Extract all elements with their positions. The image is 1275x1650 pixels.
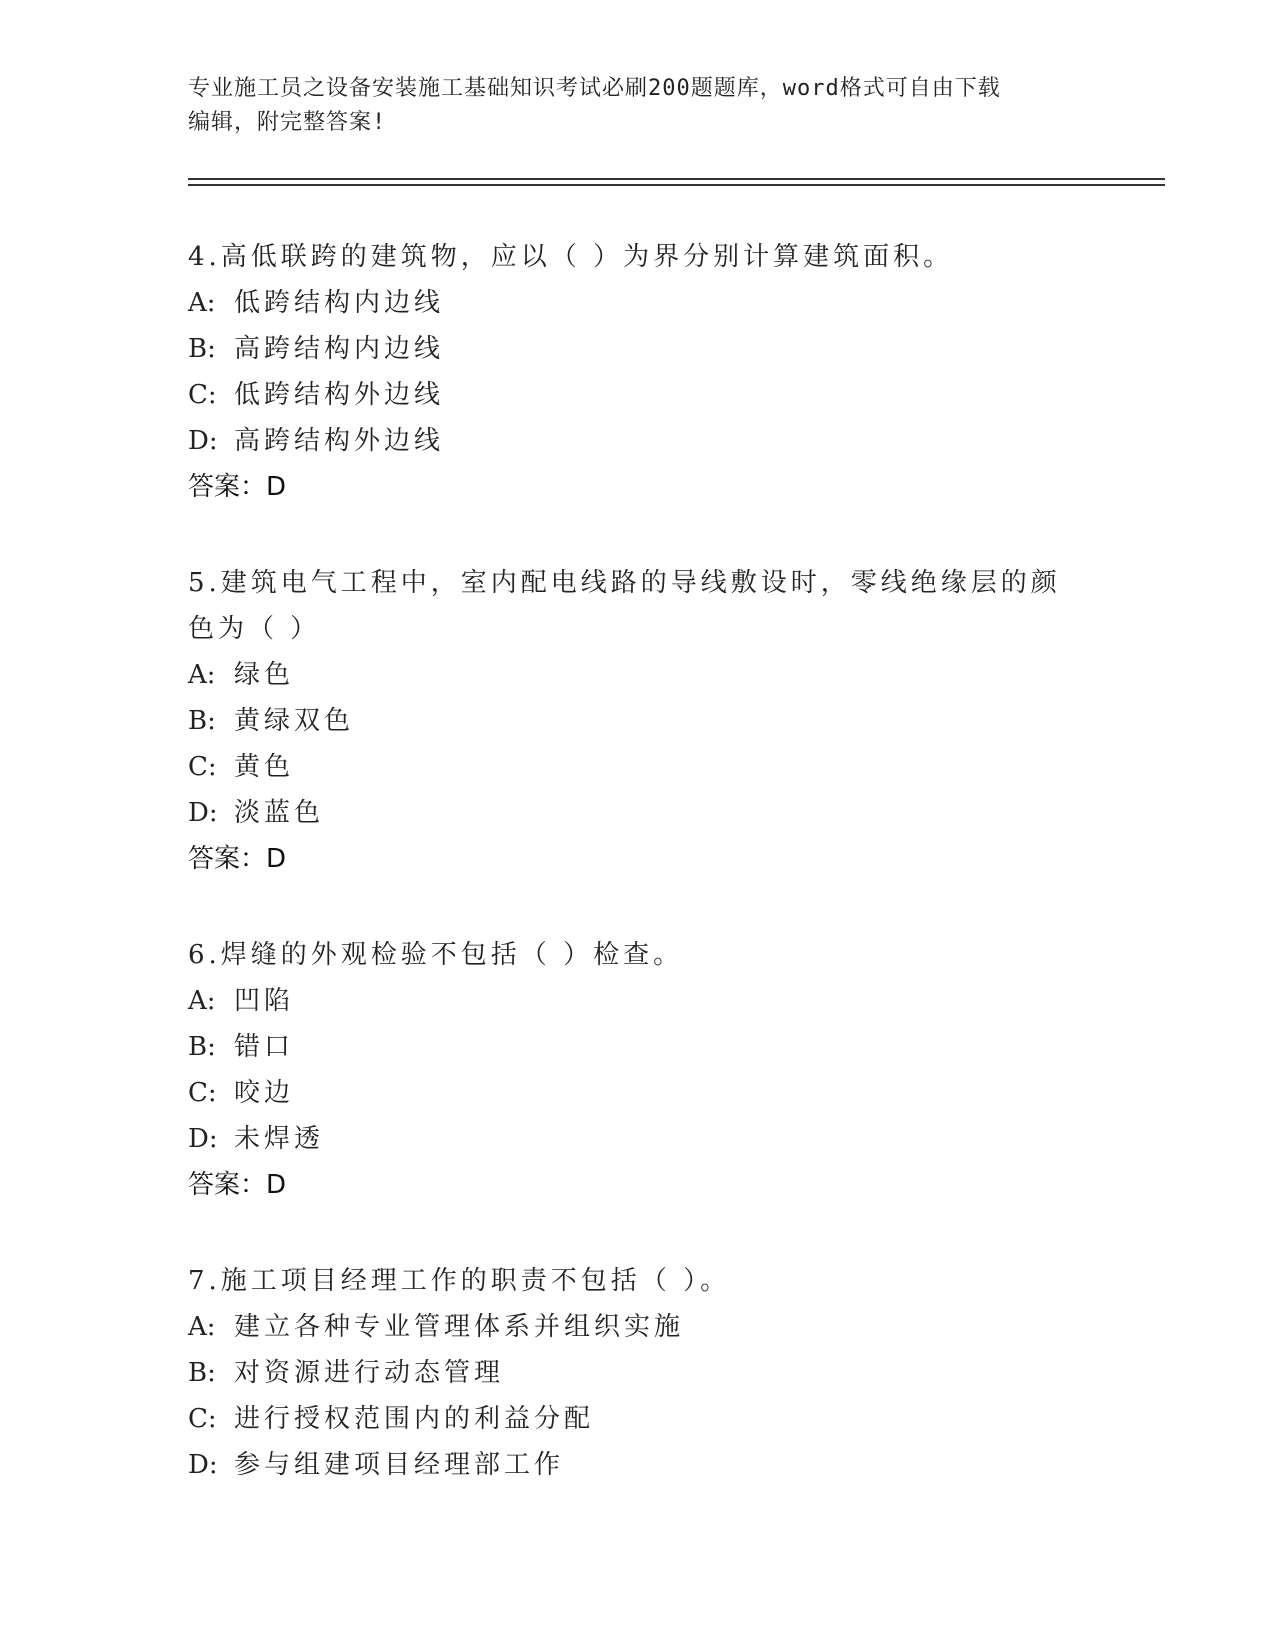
option-text: 参与组建项目经理部工作 (234, 1450, 565, 1480)
option-a (188, 280, 1088, 326)
option-c (188, 744, 1088, 790)
answer-line: 答案：D (188, 844, 287, 874)
option-letter: A: (188, 1312, 216, 1342)
option-text: 未焊透 (234, 1124, 325, 1154)
answer-line: 答案：D (188, 1170, 287, 1200)
option-d (188, 790, 1088, 836)
option-d (188, 1116, 1088, 1162)
option-letter: D: (188, 798, 218, 828)
option-text: 咬边 (234, 1078, 295, 1108)
question-item (188, 560, 1088, 882)
option-letter: B: (188, 1032, 216, 1062)
question-list (188, 234, 1088, 1538)
option-c (188, 1070, 1088, 1116)
option-text: 高跨结构外边线 (234, 426, 445, 456)
option-text: 低跨结构内边线 (234, 288, 445, 318)
question-stem: 5.建筑电气工程中，室内配电线路的导线敷设时，零线绝缘层的颜色为（ ） (188, 568, 1061, 644)
option-text: 淡蓝色 (234, 798, 325, 828)
question-stem: 7.施工项目经理工作的职责不包括（ ）。 (188, 1266, 731, 1296)
option-b (188, 1024, 1088, 1070)
option-text: 黄绿双色 (234, 706, 355, 736)
option-text: 建立各种专业管理体系并组织实施 (234, 1312, 685, 1342)
option-b (188, 698, 1088, 744)
question-stem: 6.焊缝的外观检验不包括（ ）检查。 (188, 940, 684, 970)
option-b (188, 1350, 1088, 1396)
option-letter: D: (188, 1450, 218, 1480)
option-letter: C: (188, 1078, 217, 1108)
option-letter: C: (188, 1404, 217, 1434)
option-letter: A: (188, 986, 216, 1016)
option-c (188, 372, 1088, 418)
option-letter: B: (188, 706, 216, 736)
question-item (188, 932, 1088, 1208)
option-d (188, 418, 1088, 464)
option-b (188, 326, 1088, 372)
option-d (188, 1442, 1088, 1488)
question-stem: 4.高低联跨的建筑物，应以（ ）为界分别计算建筑面积。 (188, 242, 954, 272)
option-letter: D: (188, 1124, 218, 1154)
header-divider-top (188, 178, 1165, 180)
answer-line: 答案：D (188, 472, 287, 502)
option-text: 对资源进行动态管理 (234, 1358, 505, 1388)
option-a (188, 1304, 1088, 1350)
option-text: 进行授权范围内的利益分配 (234, 1404, 595, 1434)
option-letter: D: (188, 426, 218, 456)
option-text: 绿色 (234, 660, 295, 690)
header-line-2: 编辑，附完整答案! (188, 110, 387, 135)
option-text: 错口 (234, 1032, 295, 1062)
option-letter: A: (188, 660, 216, 690)
header-line-1: 专业施工员之设备安装施工基础知识考试必刷200题题库，word格式可自由下载 (188, 76, 1001, 101)
option-text: 黄色 (234, 752, 295, 782)
document-header (188, 72, 1088, 140)
option-letter: B: (188, 334, 216, 364)
question-item (188, 1258, 1088, 1488)
option-c (188, 1396, 1088, 1442)
option-text: 高跨结构内边线 (234, 334, 445, 364)
option-text: 凹陷 (234, 986, 295, 1016)
option-text: 低跨结构外边线 (234, 380, 445, 410)
option-letter: C: (188, 752, 217, 782)
option-letter: B: (188, 1358, 216, 1388)
header-divider-bottom (188, 184, 1165, 186)
question-item (188, 234, 1088, 510)
option-a (188, 652, 1088, 698)
option-letter: C: (188, 380, 217, 410)
option-a (188, 978, 1088, 1024)
option-letter: A: (188, 288, 216, 318)
